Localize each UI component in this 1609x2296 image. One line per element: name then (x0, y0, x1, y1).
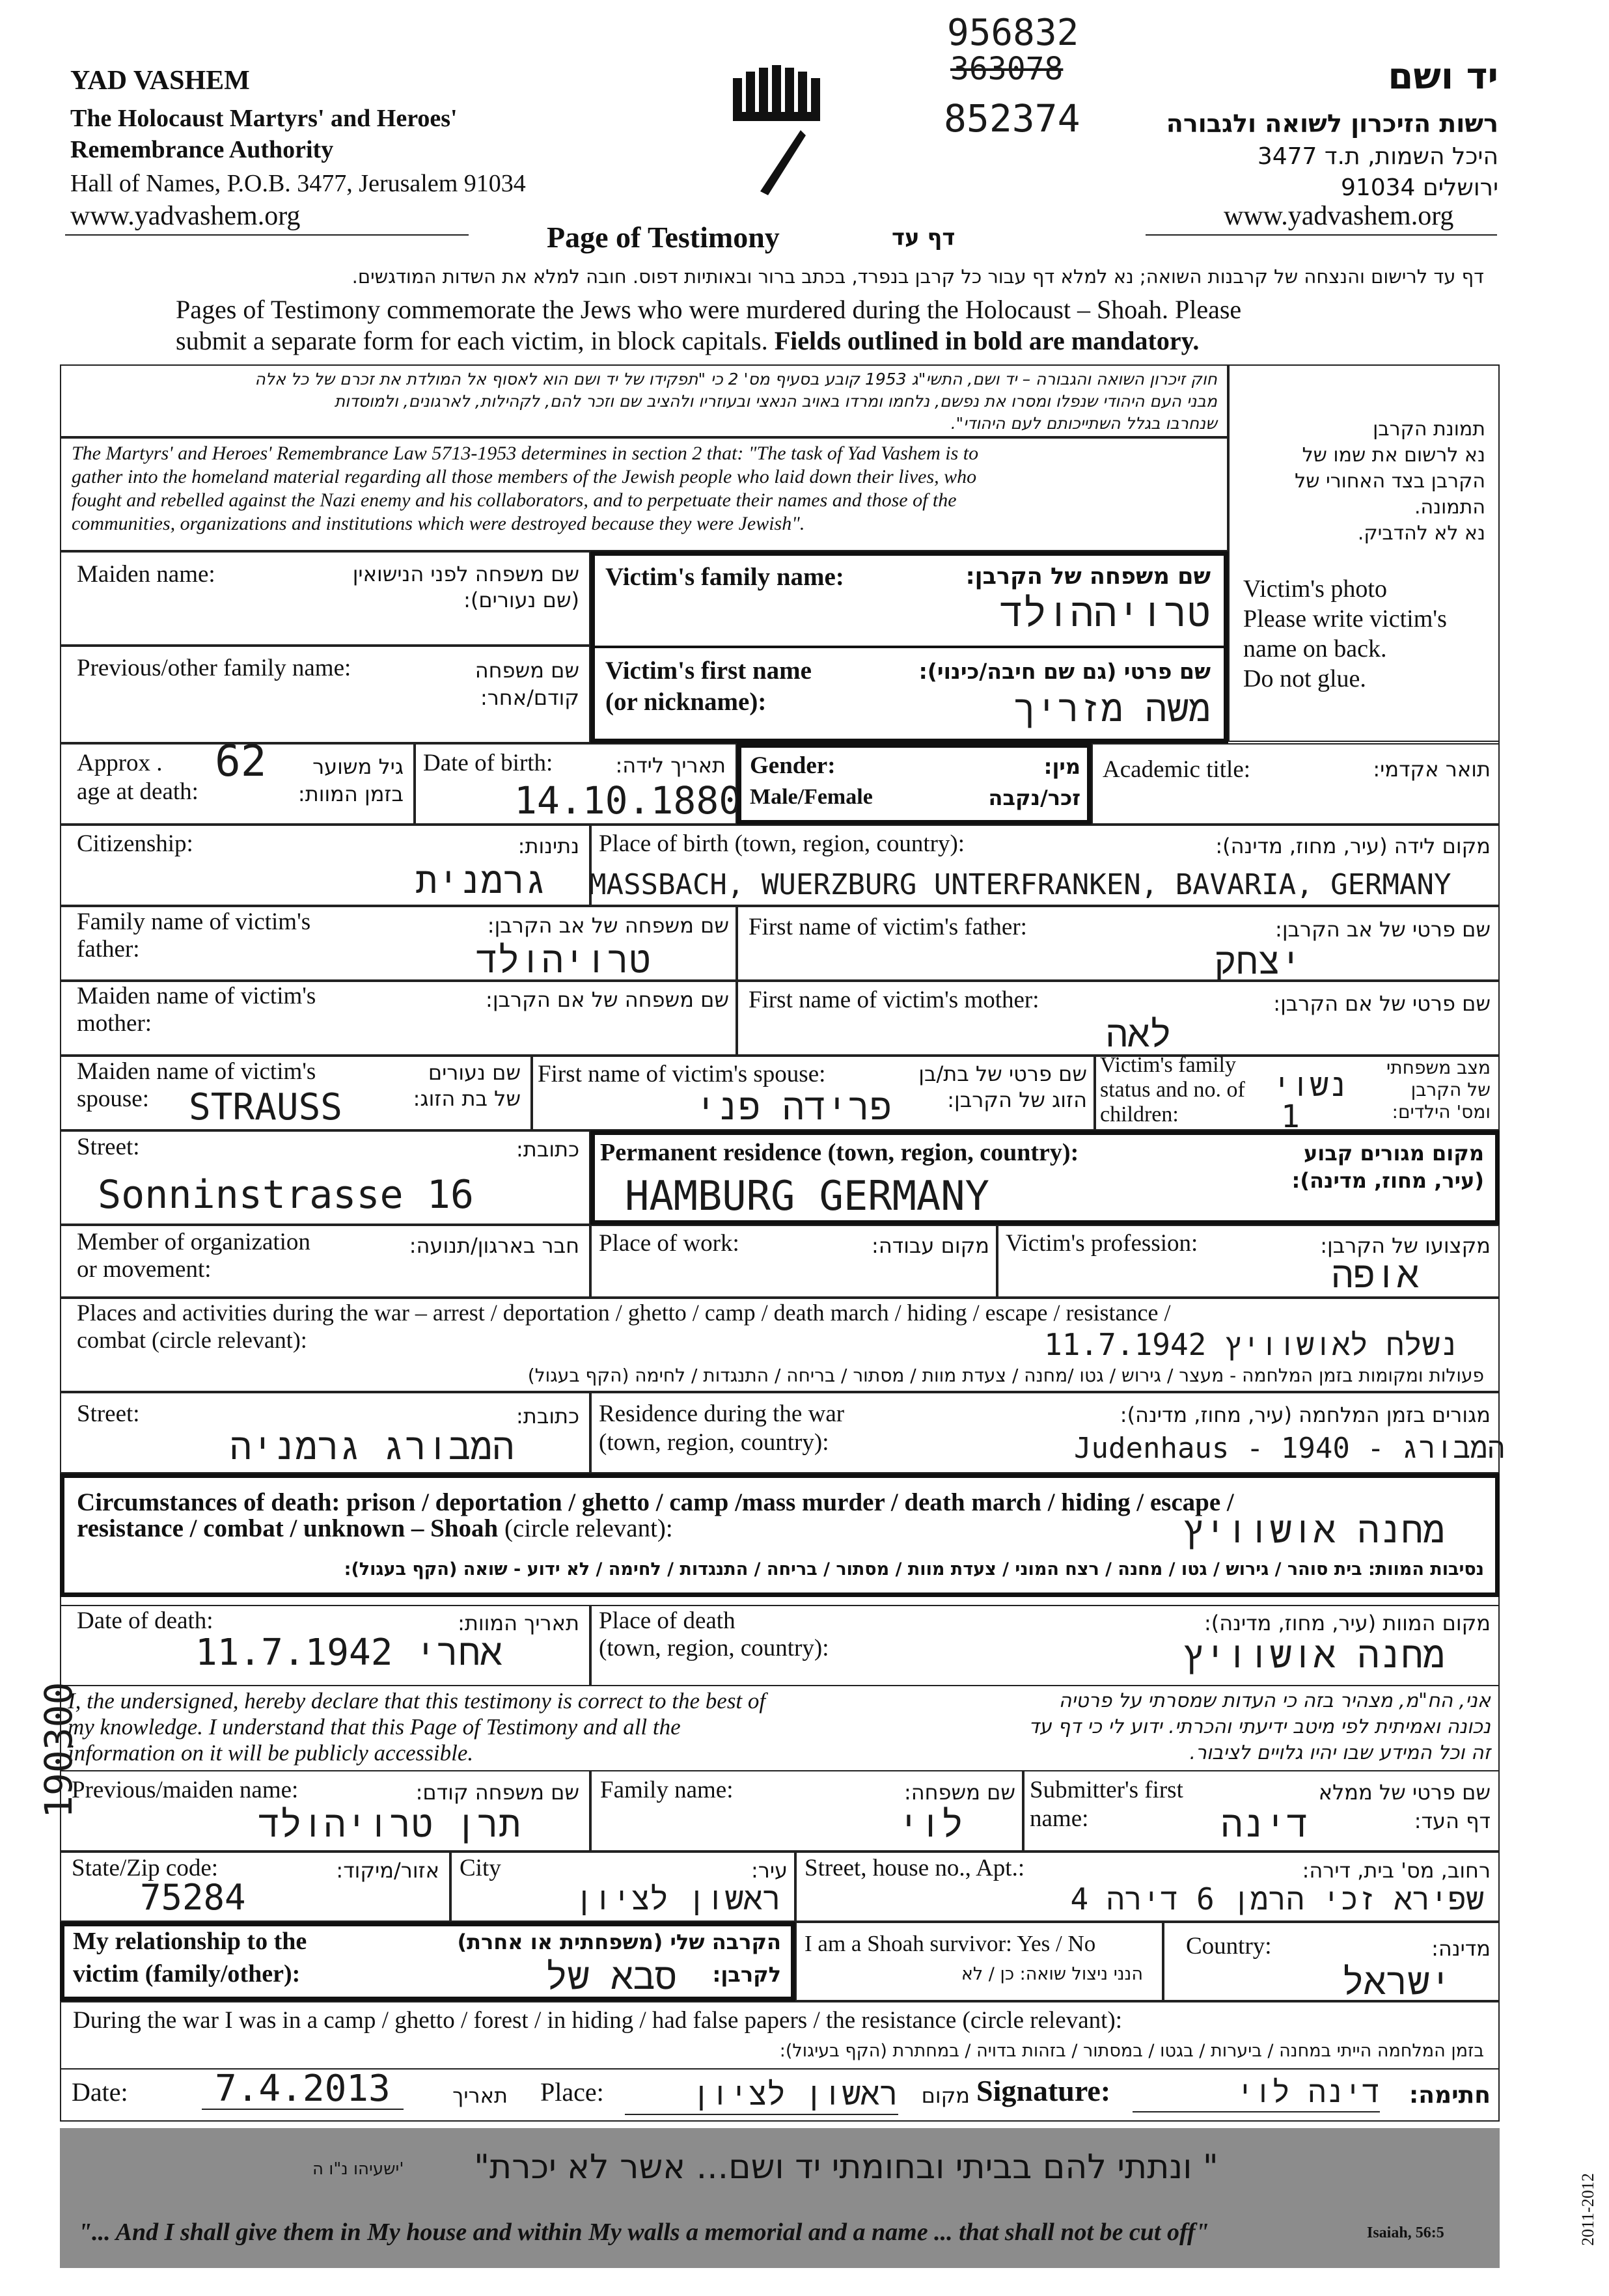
footer-quote-en: "... And I shall give them in My house and within My walls a memorial and a name ... that shall not be cut off" (78, 2219, 1209, 2246)
war-street-value[interactable]: המבורג גרמניה (230, 1426, 514, 1468)
header-rule-left (65, 234, 469, 236)
photo-he-3: הקרבן בצד האחורי של (1295, 470, 1485, 493)
spouse-maiden-he-2: של בת הזוג: (413, 1086, 521, 1111)
organization-label-2: or movement: (77, 1256, 212, 1283)
side-number: 190300 (36, 1682, 81, 1818)
death-place-label-2: (town, region, country): (599, 1635, 829, 1661)
death-place-he: מקום המוות (עיר, מחוז, מדינה): (1203, 1611, 1491, 1635)
city-label: City (460, 1855, 501, 1881)
mother-first-label: First name of victim's mother: (749, 987, 1039, 1013)
declaration-he-3: זה וכל המידע שבו יהיו גלויים לציבור. (1189, 1742, 1491, 1764)
academic-label: Academic title: (1103, 756, 1251, 783)
declaration-en-2: my knowledge. I understand that this Page of Testimony and all the (68, 1714, 681, 1740)
spouse-maiden-value[interactable]: STRAUSS (189, 1086, 343, 1128)
organization-label-1: Member of organization (77, 1229, 310, 1255)
organization-he: חבר בארגון/תנועה: (409, 1233, 579, 1258)
org-title-he: יד ושם (1388, 55, 1498, 98)
survivor-label: I am a Shoah survivor: Yes / No (804, 1931, 1096, 1956)
death-place-label-1: Place of death (599, 1607, 736, 1634)
family-name-he: שם משפחה של הקרבן: (965, 564, 1211, 590)
father-family-he: שם משפחה של אב הקרבן: (487, 913, 729, 938)
submitter-family-value[interactable]: לוי (898, 1803, 963, 1846)
law-en-1: The Martyrs' and Heroes' Remembrance Law 5713-1953 determines in section 2 that: "The task of Yad Vashem is to (72, 443, 979, 464)
dob-value[interactable]: 14.10.1880 (514, 778, 742, 823)
submitter-first-label-1: Submitter's first (1030, 1777, 1183, 1803)
handwritten-id-1: 956832 (947, 12, 1079, 54)
during-war-en: During the war I was in a camp / ghetto / forest / in hiding / had false papers / the resistance (circle relevant): (73, 2007, 1123, 2034)
form-title-en: Page of Testimony (547, 221, 780, 254)
work-place-he: מקום עבודה: (872, 1233, 989, 1258)
photo-en-1: Victim's photo (1243, 575, 1387, 603)
prev-family-he-1: שם משפחה (474, 658, 579, 683)
spouse-maiden-he-1: שם נעורים (428, 1060, 521, 1085)
org-address2-he: ירושלים 91034 (1340, 174, 1498, 201)
signature-label: Signature: (976, 2074, 1111, 2107)
org-sub2-en: Remembrance Authority (70, 136, 334, 163)
photo-en-4: Do not glue. (1243, 665, 1366, 692)
intro-en-line1: Pages of Testimony commemorate the Jews who were murdered during the Holocaust – Shoah. Please (176, 295, 1242, 324)
relationship-he-2: לקרבן: (712, 1962, 781, 1987)
death-circ-label-2b: (circle relevant): (504, 1514, 673, 1542)
org-sub1-en: The Holocaust Martyrs' and Heroes' (70, 105, 458, 132)
first-name-label-1: Victim's first name (605, 657, 812, 685)
gender-label-1: Gender: (750, 752, 836, 779)
citizenship-he: נתינות: (517, 834, 579, 858)
law-he-3: שנחרבו בגלל השתייכותם לעם היהודי". (950, 414, 1217, 433)
place-label: Place: (540, 2077, 604, 2107)
war-street-he: כתובת: (516, 1404, 579, 1428)
side-code: 2011-2012 (1578, 2173, 1597, 2246)
father-first-label: First name of victim's father: (749, 914, 1027, 940)
family-status-he-2: של הקרבן (1410, 1079, 1491, 1100)
date-label: Date: (72, 2077, 128, 2107)
zip-label: State/Zip code: (72, 1855, 219, 1881)
submitter-prev-value[interactable]: תרן טרויהולד (258, 1803, 521, 1846)
first-name-value[interactable]: משה מזריך (1013, 688, 1211, 730)
war-residence-label-2: (town, region, country): (599, 1429, 829, 1456)
death-circ-value[interactable]: מחנה אושוויץ (1182, 1509, 1445, 1551)
war-places-value[interactable]: נשלח לאושוויץ 11.7.1942 (1044, 1327, 1458, 1362)
war-residence-label-1: Residence during the war (599, 1401, 845, 1427)
age-he-2: בזמן המוות: (297, 782, 404, 806)
family-status-label-2: status and no. of (1100, 1078, 1245, 1102)
war-places-label-2: combat (circle relevant): (77, 1327, 307, 1353)
declaration-he-2: נכונה ואמיתית לפי מיטב ידיעתי והכרתי. ידוע לי כי דף עד (1028, 1715, 1491, 1738)
declaration-en-1: I, the undersigned, hereby declare that this testimony is correct to the best of (68, 1688, 766, 1714)
first-name-he: שם פרטי (גם שם חיבה/כינוי): (918, 659, 1211, 684)
handwritten-id-3: 852374 (944, 96, 1080, 141)
street-value[interactable]: Sonninstrasse 16 (98, 1172, 474, 1218)
mother-maiden-label-1: Maiden name of victim's (77, 983, 316, 1009)
mother-maiden-he: שם משפחה של אם הקרבן: (486, 987, 729, 1012)
family-status-value[interactable]: נשוי (1272, 1067, 1347, 1104)
spouse-first-he-2: הזוג של הקרבן: (947, 1087, 1087, 1112)
academic-cell[interactable] (1092, 743, 1500, 825)
age-value[interactable]: 62 (215, 736, 267, 786)
photo-en-2: Please write victim's (1243, 605, 1447, 633)
age-label-2: age at death: (77, 778, 199, 805)
residence-he-2: (עיר, מחוז, מדינה): (1291, 1168, 1484, 1193)
date-value[interactable]: 7.4.2013 (202, 2070, 404, 2110)
photo-he-4: התמונה. (1414, 496, 1485, 519)
first-name-label-2: (or nickname): (605, 688, 767, 716)
spouse-first-label: First name of victim's spouse: (538, 1061, 826, 1087)
spouse-maiden-label-1: Maiden name of victim's (77, 1058, 316, 1085)
death-circ-he: נסיבות המוות: בית סוהר / גירוש / גטו / מחנה / רצח המוני / צעדת מוות / מסתור / בריחה / התנגדות / לחימה / לא ידוע - שואה (הקף בעגול): (344, 1559, 1484, 1579)
father-first-value[interactable]: יצחק (1214, 940, 1302, 983)
family-status-he-3: ומס' הילדים: (1392, 1101, 1491, 1123)
age-label-1: Approx . (77, 750, 163, 776)
family-first-divider (590, 646, 1228, 648)
intro-en-line2: submit a separate form for each victim, in block capitals. (176, 326, 768, 355)
family-status-label-3: children: (1100, 1102, 1179, 1127)
age-he-1: גיל משוער (312, 754, 404, 779)
country-label: Country: (1186, 1933, 1272, 1960)
declaration-he-1: אני, הח"מ, מצהיר בזה כי העדות שמסרתי על פרטיה (1058, 1689, 1491, 1712)
law-en-4: communities, organizations and institutions which were destroyed because they were Jewish". (72, 513, 805, 534)
war-residence-value[interactable]: Judenhaus - 1940 - המבורג (1074, 1432, 1505, 1465)
maiden-name-he-1: שם משפחה לפני הנישואין (352, 562, 579, 586)
zip-he: אזור/מיקוד: (336, 1858, 439, 1883)
gender-label-2: Male/Female (750, 785, 873, 809)
spouse-first-he-1: שם פרטי של בת/בן (918, 1061, 1087, 1086)
handwritten-id-2: 363078 (950, 51, 1064, 87)
profession-value[interactable]: אופה (1331, 1254, 1419, 1296)
declaration-en-3: information on it will be publicly accessible. (68, 1740, 474, 1766)
maiden-name-he-2: (שם נעורים): (463, 588, 579, 612)
relationship-label-1: My relationship to the (73, 1928, 307, 1955)
father-first-he: שם פרטי של אב הקרבן: (1275, 917, 1491, 942)
during-war-he: בזמן המלחמה הייתי במחנה / ביערות / בגטו / במסתור / בזהות בדויה / במחתרת (הקף בעיגול): (779, 2041, 1484, 2061)
country-he: מדינה: (1431, 1936, 1491, 1961)
family-status-he-1: מצב משפחתי (1386, 1057, 1491, 1078)
spouse-maiden-label-2: spouse: (77, 1086, 149, 1112)
submitter-first-he-2: דף העד: (1414, 1809, 1491, 1833)
submitter-prev-label: Previous/maiden name: (72, 1777, 299, 1803)
mother-maiden-label-2: mother: (77, 1010, 152, 1037)
family-status-label-1: Victim's family (1100, 1053, 1236, 1077)
org-title-en: YAD VASHEM (70, 66, 250, 96)
submitter-street-value[interactable]: שפירא זכי הרמן 6 דירה 4 (1070, 1881, 1484, 1917)
birthplace-value[interactable]: MASSBACH, WUERZBURG UNTERFRANKEN, BAVARIA, GERMANY (589, 868, 1451, 901)
footer-ref-en: Isaiah, 56:5 (1367, 2224, 1444, 2241)
residence-value[interactable]: HAMBURG GERMANY (625, 1172, 989, 1220)
prev-family-label: Previous/other family name: (77, 655, 351, 681)
profession-he: מקצועו של הקרבן: (1320, 1233, 1491, 1258)
prev-family-he-2: קודם/אחר: (480, 685, 579, 710)
footer-ref-he: ישעיהו נ"ו ה' (312, 2159, 404, 2179)
death-date-label: Date of death: (77, 1607, 213, 1634)
footer-quote-he: " ונתתי להם בביתי ובחומתי יד ושם... אשר לא יכרת" (474, 2148, 1218, 2187)
gender-he-2: זכר/נקבה (988, 786, 1080, 810)
mother-first-he: שם פרטי של אם הקרבן: (1273, 991, 1491, 1016)
country-value[interactable]: ישראל (1341, 1961, 1451, 2003)
photo-en-3: name on back. (1243, 635, 1387, 663)
submitter-family-label: Family name: (600, 1777, 734, 1803)
father-family-label-2: father: (77, 936, 140, 963)
signature-value[interactable]: דינה לוי (1133, 2072, 1380, 2112)
academic-he: תואר אקדמי: (1373, 757, 1491, 782)
war-places-label-1: Places and activities during the war – arrest / deportation / ghetto / camp / death march / hiding / escape / resistance / (77, 1300, 1171, 1326)
date-he: תאריך (452, 2083, 508, 2108)
org-address-en: Hall of Names, P.O.B. 3477, Jerusalem 91034 (70, 170, 526, 197)
dob-label: Date of birth: (423, 750, 553, 776)
birthplace-he: מקום לידה (עיר, מחוז, מדינה): (1215, 834, 1491, 858)
residence-label: Permanent residence (town, region, country): (600, 1139, 1079, 1166)
law-en-2: gather into the homeland material regarding all those members of the Jewish people who laid down their lives, who (72, 466, 977, 487)
submitter-first-label-2: name: (1030, 1805, 1089, 1832)
children-count-value[interactable]: 1 (1281, 1099, 1300, 1135)
father-family-label-1: Family name of victim's (77, 909, 311, 935)
submitter-street-label: Street, house no., Apt.: (804, 1855, 1025, 1881)
photo-he-2: נא לרשום את שמו של (1302, 444, 1485, 467)
submitter-first-he-1: שם פרטי של ממלא (1318, 1780, 1491, 1805)
citizenship-value[interactable]: גרמנית (415, 860, 547, 902)
family-name-label: Victim's family name: (605, 563, 844, 591)
place-he: מקום (921, 2083, 970, 2108)
org-sub-he: רשות הזיכרון לשואה ולגבורה (1166, 109, 1498, 138)
submitter-family-he: שם משפחה: (903, 1780, 1015, 1805)
relationship-he-1: הקרבה שלי (משפחתית או אחרת) (457, 1930, 781, 1954)
citizenship-label: Citizenship: (77, 830, 193, 857)
intro-en-mandatory: Fields outlined in bold are mandatory. (774, 326, 1200, 355)
signature-he: חתימה: (1409, 2082, 1491, 2109)
family-name-value[interactable]: טרויההולד (999, 590, 1211, 636)
gender-he-1: מין: (1043, 754, 1080, 779)
zip-value[interactable]: 75284 (140, 1877, 246, 1918)
mother-first-value[interactable]: לאה (1106, 1013, 1172, 1056)
death-circ-label-2a: resistance / combat / unknown – Shoah (77, 1514, 499, 1542)
birthplace-label: Place of birth (town, region, country): (599, 830, 965, 857)
org-address1-he: היכל השמות, ת.ד 3477 (1257, 143, 1498, 170)
relationship-label-2: victim (family/other): (73, 1960, 301, 1988)
work-place-label: Place of work: (599, 1230, 739, 1257)
submitter-first-value[interactable]: דינה (1220, 1803, 1308, 1846)
law-he-2: מבני העם היהודי שנפלו ומסרו את נפשם, נלחמו ומרדו באויב הנאצי ובעוזריו ולהציב שם וזכר להם, לקהילות, לארגונים, ולמוסדות (334, 392, 1217, 411)
survivor-he: הנני ניצול שואה: כן / לא (961, 1964, 1143, 1984)
street-he: כתובת: (516, 1137, 579, 1162)
intro-he: דף עד לרישום והנצחה של קרבנות השואה; נא למלא דף עבור כל קרבן בנפרד, בכתב ברור ובאותיות דפוס. חובה למלא את השדות המודגשים. (351, 266, 1484, 288)
submitter-prev-he: שם משפחה קודם: (415, 1780, 579, 1805)
place-value[interactable]: ראשון לציון (625, 2075, 898, 2115)
law-he-1: חוק זיכרון השואה והגבורה – יד ושם, התשי"ג 1953 קובע בסעיף מס' 2 כי "תפקידו של יד ושם הוא לאסוף אל המולדת את זכרם של כל אלה (254, 370, 1217, 389)
death-circ-label-1: Circumstances of death: prison / deportation / ghetto / camp /mass murder / death march / hiding / escape / (77, 1488, 1234, 1516)
war-residence-he: מגורים בזמן המלחמה (עיר, מחוז, מדינה): (1120, 1402, 1491, 1427)
maiden-name-label: Maiden name: (77, 561, 215, 588)
city-he: עיר: (750, 1858, 788, 1883)
submitter-street-he: רחוב, מס' בית, דירה: (1302, 1858, 1491, 1883)
dob-he: תאריך לידה: (615, 753, 726, 778)
yad-vashem-logo (729, 65, 827, 202)
header-rule-right (1146, 234, 1497, 236)
org-website-en[interactable]: www.yadvashem.org (70, 201, 301, 231)
death-date-value[interactable]: 11.7.1942 אחרי (195, 1632, 502, 1674)
city-value[interactable]: ראשון לציון (575, 1881, 781, 1917)
spouse-first-value[interactable]: פרידה פני (694, 1086, 892, 1128)
profession-label: Victim's profession: (1006, 1230, 1198, 1257)
residence-he-1: מקום מגורים קבוע (1303, 1141, 1484, 1166)
death-date-he: תאריך המוות: (458, 1611, 579, 1635)
law-en-3: fought and rebelled against the Nazi enemy and his collaborators, and to perpetuate their names and those of the (72, 489, 957, 511)
war-street-label: Street: (77, 1401, 140, 1427)
relationship-value[interactable]: סבא של (545, 1956, 677, 1998)
photo-he-1: תמונת הקרבן (1373, 418, 1485, 441)
war-places-he: פעולות ומקומות בזמן המלחמה - מעצר / גירוש / גטו /מחנה / צעדת מוות / מסתור / בריחה / התנגדות / לחימה (הקף בעגול) (527, 1365, 1484, 1386)
photo-he-5: נא לא להדביק. (1357, 522, 1485, 545)
death-place-value[interactable]: מחנה אושוויץ (1182, 1634, 1445, 1676)
street-label: Street: (77, 1134, 140, 1160)
org-website-he[interactable]: www.yadvashem.org (1224, 201, 1454, 231)
form-title-he: דף עד (892, 225, 956, 251)
father-family-value[interactable]: טרויהולד (476, 939, 651, 981)
